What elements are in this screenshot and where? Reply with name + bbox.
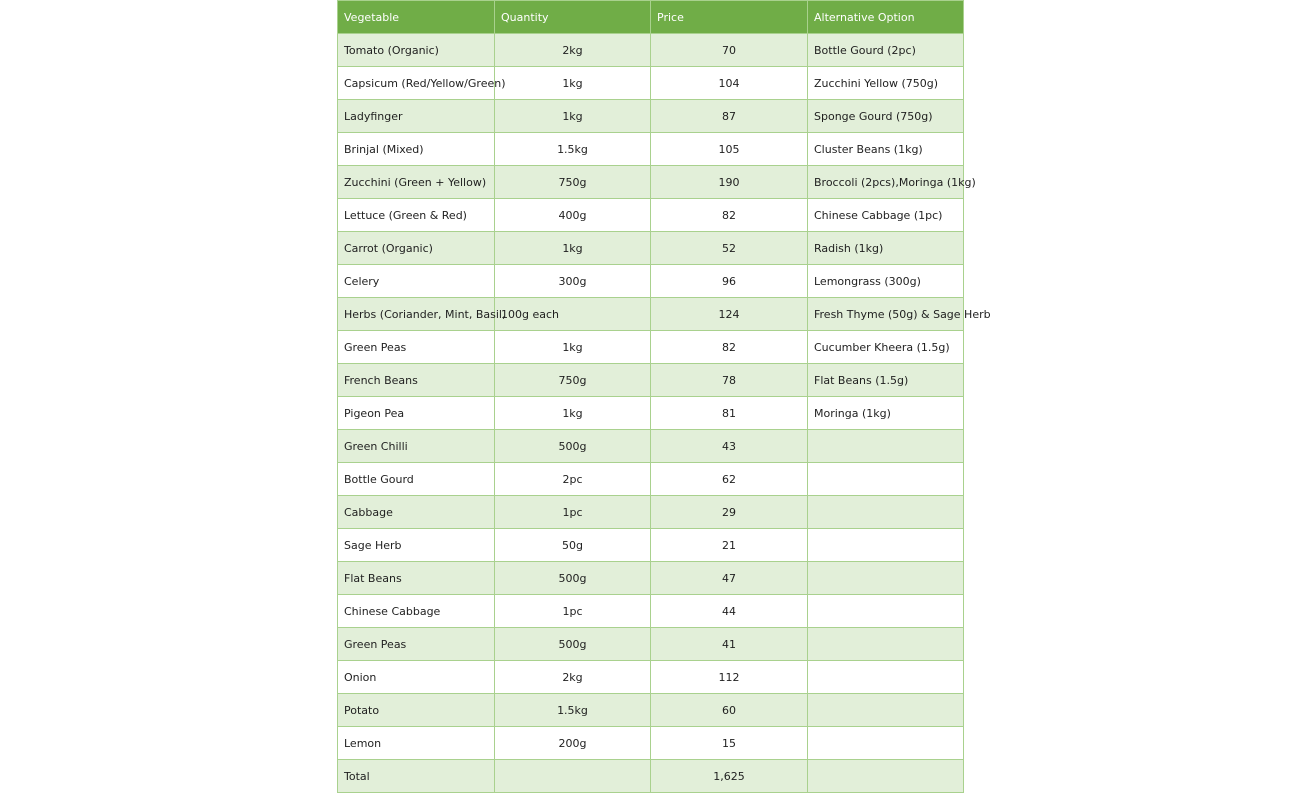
cell-quantity[interactable]: 2kg <box>495 661 651 694</box>
cell-price[interactable]: 62 <box>651 463 808 496</box>
cell-alternative-option[interactable] <box>808 562 964 595</box>
total-label[interactable]: Total <box>338 760 495 793</box>
total-quantity[interactable] <box>495 760 651 793</box>
cell-quantity[interactable]: 1kg <box>495 397 651 430</box>
table-row <box>338 298 964 331</box>
cell-price[interactable]: 44 <box>651 595 808 628</box>
cell-quantity[interactable]: 1kg <box>495 232 651 265</box>
table-row <box>338 34 964 67</box>
cell-vegetable[interactable]: Capsicum (Red/Yellow/Green) <box>338 67 495 100</box>
cell-alternative-option[interactable]: Chinese Cabbage (1pc) <box>808 199 964 232</box>
cell-vegetable[interactable]: Chinese Cabbage <box>338 595 495 628</box>
cell-price[interactable]: 43 <box>651 430 808 463</box>
cell-vegetable[interactable]: Tomato (Organic) <box>338 34 495 67</box>
table-row <box>338 727 964 760</box>
cell-vegetable[interactable]: Ladyfinger <box>338 100 495 133</box>
cell-quantity[interactable]: 300g <box>495 265 651 298</box>
cell-vegetable[interactable]: Flat Beans <box>338 562 495 595</box>
cell-vegetable[interactable]: Herbs (Coriander, Mint, Basil, <box>338 298 495 331</box>
cell-quantity[interactable]: 1kg <box>495 67 651 100</box>
cell-alternative-option[interactable] <box>808 694 964 727</box>
table-row <box>338 628 964 661</box>
cell-alternative-option[interactable] <box>808 661 964 694</box>
table-row <box>338 364 964 397</box>
cell-alternative-option[interactable]: Bottle Gourd (2pc) <box>808 34 964 67</box>
cell-price[interactable]: 82 <box>651 199 808 232</box>
cell-quantity[interactable]: 1kg <box>495 100 651 133</box>
header-vegetable[interactable]: Vegetable <box>338 1 495 34</box>
cell-quantity[interactable]: 400g <box>495 199 651 232</box>
table-row <box>338 661 964 694</box>
cell-alternative-option[interactable]: Cluster Beans (1kg) <box>808 133 964 166</box>
cell-vegetable[interactable]: Carrot (Organic) <box>338 232 495 265</box>
table-row <box>338 265 964 298</box>
cell-alternative-option[interactable] <box>808 628 964 661</box>
cell-quantity[interactable]: 200g <box>495 727 651 760</box>
cell-price[interactable]: 104 <box>651 67 808 100</box>
table-row <box>338 595 964 628</box>
cell-quantity[interactable]: 1pc <box>495 595 651 628</box>
cell-vegetable[interactable]: Lemon <box>338 727 495 760</box>
cell-price[interactable]: 87 <box>651 100 808 133</box>
table-row <box>338 166 964 199</box>
cell-alternative-option[interactable] <box>808 595 964 628</box>
table-row <box>338 529 964 562</box>
cell-alternative-option[interactable]: Lemongrass (300g) <box>808 265 964 298</box>
table-row <box>338 562 964 595</box>
cell-quantity[interactable]: 1kg <box>495 331 651 364</box>
table-row <box>338 67 964 100</box>
cell-vegetable[interactable]: Pigeon Pea <box>338 397 495 430</box>
table-body <box>338 34 991 793</box>
cell-vegetable[interactable]: Green Peas <box>338 331 495 364</box>
cell-alternative-option[interactable]: Cucumber Kheera (1.5g) <box>808 331 964 364</box>
cell-vegetable[interactable]: Celery <box>338 265 495 298</box>
cell-price[interactable]: 29 <box>651 496 808 529</box>
cell-quantity[interactable]: 500g <box>495 430 651 463</box>
cell-vegetable[interactable]: Green Peas <box>338 628 495 661</box>
cell-price[interactable]: 112 <box>651 661 808 694</box>
table-row <box>338 694 964 727</box>
cell-price[interactable]: 78 <box>651 364 808 397</box>
cell-quantity[interactable]: 1pc <box>495 496 651 529</box>
vegetable-price-sheet <box>337 0 991 800</box>
header-alternative-option[interactable]: Alternative Option <box>808 1 964 34</box>
cell-alternative-option[interactable]: Fresh Thyme (50g) & Sage Herb <box>808 298 964 331</box>
cell-alternative-option[interactable]: Broccoli (2pcs),Moringa (1kg) <box>808 166 964 199</box>
cell-alternative-option[interactable]: Sponge Gourd (750g) <box>808 100 964 133</box>
cell-price[interactable]: 105 <box>651 133 808 166</box>
cell-price[interactable]: 81 <box>651 397 808 430</box>
cell-price[interactable]: 52 <box>651 232 808 265</box>
cell-price[interactable]: 82 <box>651 331 808 364</box>
table-row <box>338 463 964 496</box>
cell-alternative-option[interactable]: Radish (1kg) <box>808 232 964 265</box>
cell-alternative-option[interactable] <box>808 529 964 562</box>
cell-price[interactable]: 190 <box>651 166 808 199</box>
header-quantity[interactable]: Quantity <box>495 1 651 34</box>
cell-quantity[interactable]: 100g each <box>495 298 651 331</box>
cell-alternative-option[interactable]: Zucchini Yellow (750g) <box>808 67 964 100</box>
table-row <box>338 133 964 166</box>
table-row <box>338 199 964 232</box>
table-row <box>338 496 964 529</box>
cell-quantity[interactable]: 2pc <box>495 463 651 496</box>
cell-quantity[interactable]: 50g <box>495 529 651 562</box>
cell-vegetable[interactable]: Green Chilli <box>338 430 495 463</box>
cell-vegetable[interactable]: Onion <box>338 661 495 694</box>
cell-price[interactable]: 124 <box>651 298 808 331</box>
cell-vegetable[interactable]: Cabbage <box>338 496 495 529</box>
total-price[interactable]: 1,625 <box>651 760 808 793</box>
vegetable-table <box>337 0 991 793</box>
cell-alternative-option[interactable] <box>808 727 964 760</box>
cell-price[interactable]: 96 <box>651 265 808 298</box>
cell-alternative-option[interactable]: Moringa (1kg) <box>808 397 964 430</box>
table-row <box>338 232 964 265</box>
cell-price[interactable]: 41 <box>651 628 808 661</box>
header-price[interactable]: Price <box>651 1 808 34</box>
cell-quantity[interactable]: 500g <box>495 562 651 595</box>
table-header-row <box>338 1 964 34</box>
cell-vegetable[interactable]: Potato <box>338 694 495 727</box>
cell-quantity[interactable]: 1.5kg <box>495 694 651 727</box>
cell-quantity[interactable]: 750g <box>495 166 651 199</box>
table-row <box>338 397 964 430</box>
cell-vegetable[interactable]: Brinjal (Mixed) <box>338 133 495 166</box>
cell-price[interactable]: 21 <box>651 529 808 562</box>
cell-price[interactable]: 60 <box>651 694 808 727</box>
cell-vegetable[interactable]: Bottle Gourd <box>338 463 495 496</box>
cell-quantity[interactable]: 1.5kg <box>495 133 651 166</box>
total-alternative[interactable] <box>808 760 964 793</box>
cell-vegetable[interactable]: Zucchini (Green + Yellow) <box>338 166 495 199</box>
cell-alternative-option[interactable] <box>808 463 964 496</box>
cell-quantity[interactable]: 750g <box>495 364 651 397</box>
cell-vegetable[interactable]: French Beans <box>338 364 495 397</box>
cell-price[interactable]: 15 <box>651 727 808 760</box>
cell-quantity[interactable]: 500g <box>495 628 651 661</box>
cell-quantity[interactable]: 2kg <box>495 34 651 67</box>
table-row <box>338 430 964 463</box>
table-row <box>338 100 964 133</box>
cell-alternative-option[interactable]: Flat Beans (1.5g) <box>808 364 964 397</box>
cell-price[interactable]: 47 <box>651 562 808 595</box>
table-row <box>338 331 964 364</box>
cell-alternative-option[interactable] <box>808 430 964 463</box>
cell-vegetable[interactable]: Sage Herb <box>338 529 495 562</box>
cell-vegetable[interactable]: Lettuce (Green & Red) <box>338 199 495 232</box>
cell-alternative-option[interactable] <box>808 496 964 529</box>
cell-price[interactable]: 70 <box>651 34 808 67</box>
total-row <box>338 760 964 793</box>
